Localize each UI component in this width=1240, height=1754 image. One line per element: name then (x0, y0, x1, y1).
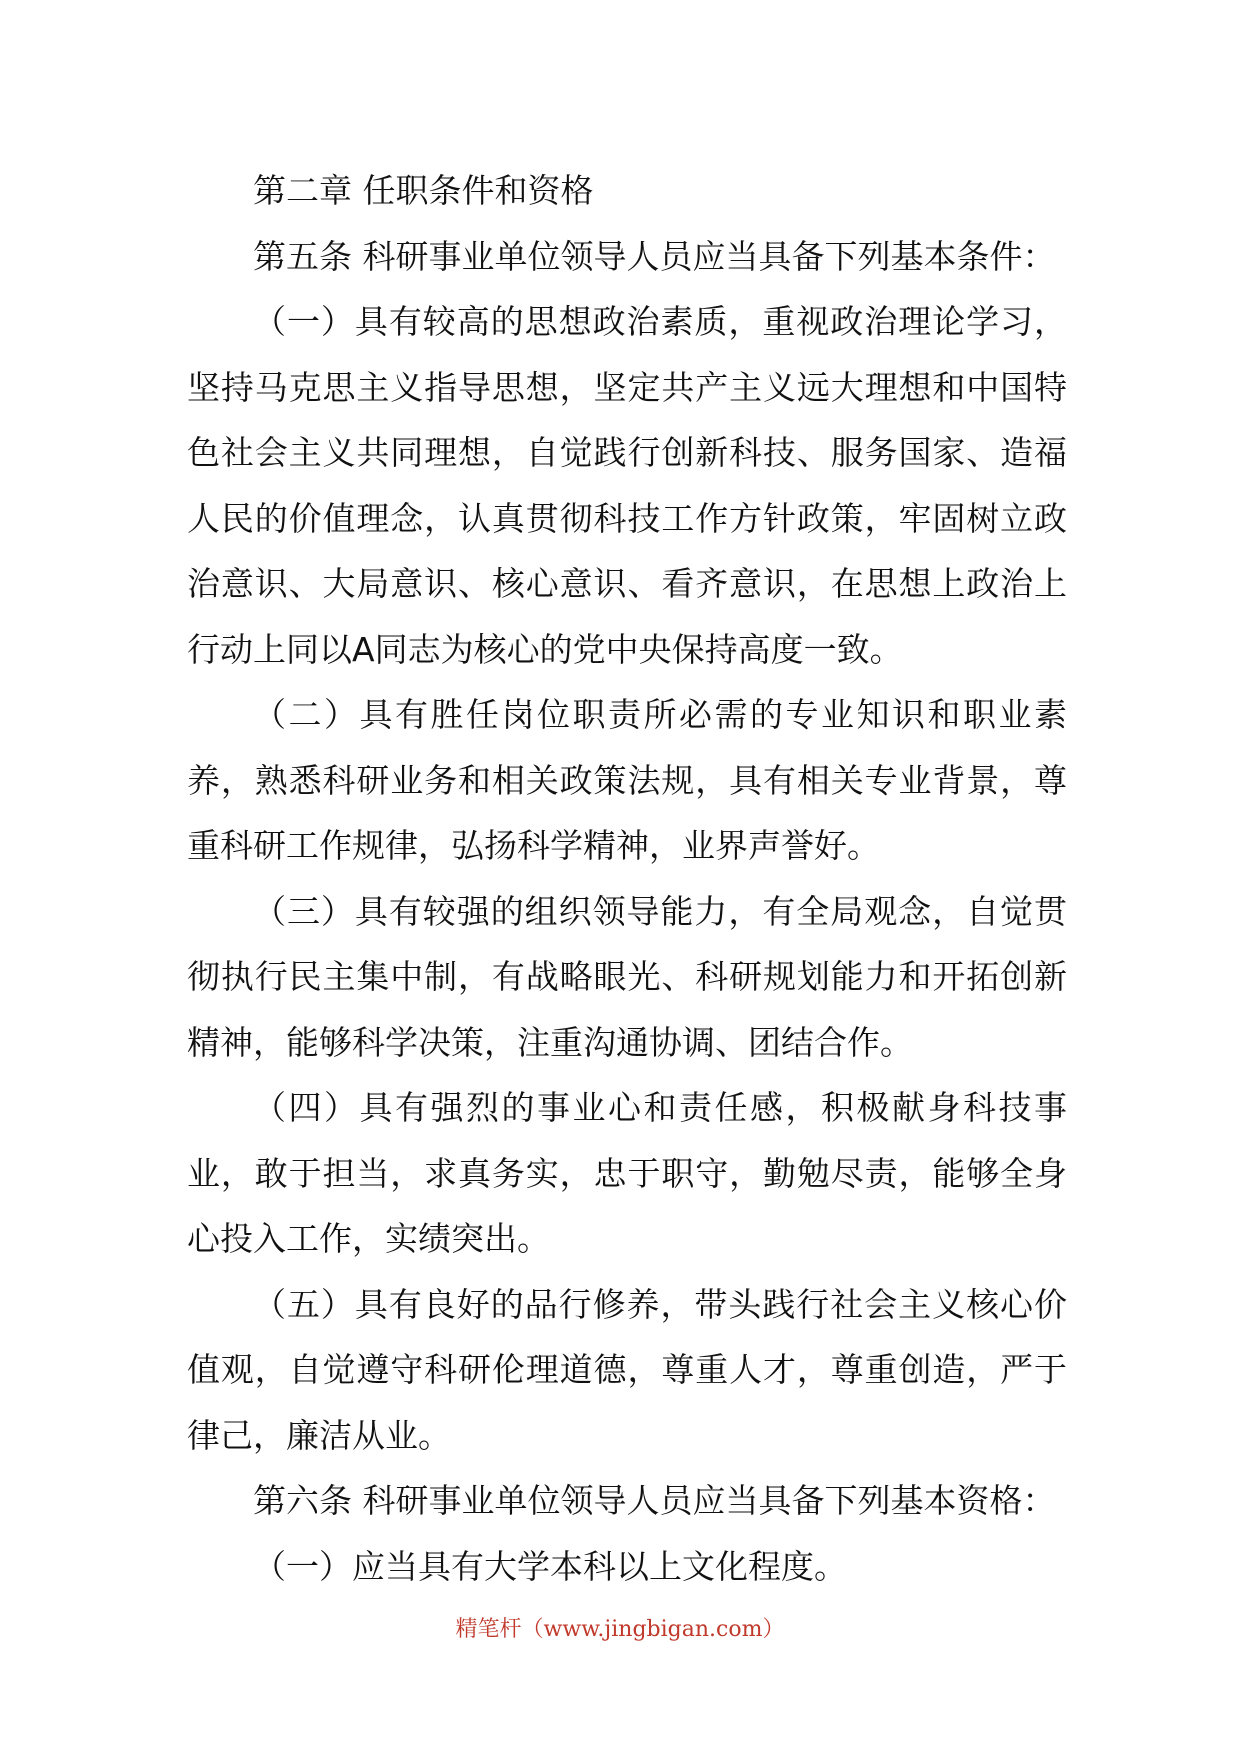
document-body (187, 158, 1067, 1599)
article-5-item-1: （一）具有较高的思想政治素质，重视政治理论学习，坚持马克思主义指导思想，坚定共产主义远大理想和中国特色社会主义共同理想，自觉践行创新科技、服务国家、造福人民的价值理念，认真贯彻科技工作方针政策，牢固树立政治意识、大局意识、核心意识、看齐意识，在思想上政治上行动上同以A同志为核心的党中央保持高度一致。 (187, 302, 1067, 669)
article-5-item-4: （四）具有强烈的事业心和责任感，积极献身科技事业，敢于担当，求真务实，忠于职守，勤勉尽责，能够全身心投入工作，实绩突出。 (187, 1088, 1067, 1258)
article-6-item-1: （一）应当具有大学本科以上文化程度。 (253, 1546, 847, 1586)
article-5-item-3: （三）具有较强的组织领导能力，有全局观念，自觉贯彻执行民主集中制，有战略眼光、科研规划能力和开拓创新精神，能够科学决策，注重沟通协调、团结合作。 (187, 891, 1067, 1062)
article-5-heading: 第五条 科研事业单位领导人员应当具备下列基本条件： (253, 236, 1056, 276)
article-5-item-2: （二）具有胜任岗位职责所必需的专业知识和职业素养，熟悉科研业务和相关政策法规，具有相关专业背景，尊重科研工作规律，弘扬科学精神，业界声誉好。 (187, 695, 1067, 865)
article-6-heading: 第六条 科研事业单位领导人员应当具备下列基本资格： (253, 1481, 1056, 1520)
chapter-heading: 第二章 任职条件和资格 (253, 171, 594, 210)
footer-watermark: 精笔杆（www.jingbigan.com） (455, 1617, 785, 1642)
article-5-item-5: （五）具有良好的品行修养，带头践行社会主义核心价值观，自觉遵守科研伦理道德，尊重人才，尊重创造，严于律己，廉洁从业。 (187, 1284, 1067, 1455)
